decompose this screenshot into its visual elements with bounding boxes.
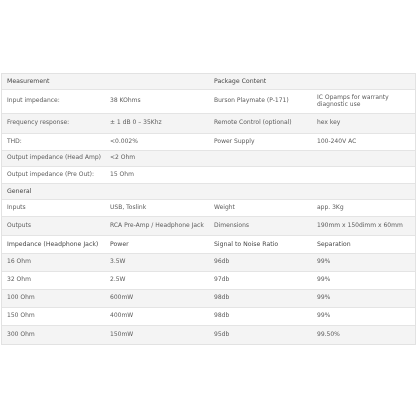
general-heading: General [7, 187, 32, 195]
spec-value: ± 1 dB 0 – 35Khz [110, 119, 162, 127]
spec-value: 38 KOhms [110, 97, 141, 105]
impedance-cell: 300 Ohm [7, 330, 35, 338]
table-row [2, 134, 415, 151]
spec-value: RCA Pre-Amp / Headphone Jack [110, 221, 204, 229]
spec-value: app. 3Kg [317, 203, 344, 211]
table-row [2, 326, 415, 344]
spec-label: Inputs [7, 203, 26, 211]
separation-cell: 99% [317, 294, 331, 302]
general-header-row [2, 184, 415, 200]
package-item: Remote Control (optional) [214, 119, 292, 127]
power-heading: Power [110, 240, 129, 248]
impedance-cell: 32 Ohm [7, 276, 31, 284]
measurement-header-row [2, 74, 415, 90]
package-item: IC Opamps for warranty diagnostic use [317, 93, 389, 108]
package-item: 100-240V AC [317, 137, 357, 145]
snr-cell: 95db [214, 330, 230, 338]
spec-label: Weight [214, 203, 235, 211]
impedance-cell: 16 Ohm [7, 258, 31, 266]
spec-table [1, 73, 416, 345]
power-header-row [2, 236, 415, 254]
power-cell: 400mW [110, 312, 134, 320]
power-cell: 2.5W [110, 276, 126, 284]
spec-label: Dimensions [214, 221, 250, 229]
snr-cell: 97db [214, 276, 230, 284]
spec-value: <0.002% [110, 137, 138, 145]
spec-label: Output impedance (Pre Out): [7, 170, 94, 178]
separation-cell: 99% [317, 312, 331, 320]
table-row [2, 151, 415, 167]
table-row [2, 167, 415, 184]
table-row [2, 90, 415, 114]
impedance-heading: Impedance (Headphone Jack) [7, 240, 99, 248]
table-row [2, 308, 415, 326]
table-row [2, 290, 415, 308]
package-item: hex key [317, 119, 341, 127]
table-row [2, 200, 415, 217]
spec-value: 190mm x 150dimm x 60mm [317, 221, 403, 229]
snr-cell: 96db [214, 258, 230, 266]
spec-value: <2 Ohm [110, 154, 136, 162]
spec-label: THD: [7, 137, 22, 145]
snr-cell: 98db [214, 294, 230, 302]
separation-cell: 99% [317, 258, 331, 266]
spec-value: 15 Ohm [110, 170, 134, 178]
table-row [2, 217, 415, 236]
impedance-cell: 150 Ohm [7, 312, 35, 320]
package-content-heading: Package Content [214, 77, 267, 85]
separation-cell: 99.50% [317, 330, 340, 338]
snr-cell: 98db [214, 312, 230, 320]
power-cell: 3.5W [110, 258, 126, 266]
power-cell: 150mW [110, 330, 134, 338]
spec-label: Outputs [7, 221, 31, 229]
spec-value: USB, Toslink [110, 203, 147, 211]
package-item: Burson Playmate (P-171) [214, 97, 289, 105]
spec-label: Frequency response: [7, 119, 70, 127]
power-cell: 600mW [110, 294, 134, 302]
snr-heading: Signal to Noise Ratio [214, 240, 279, 248]
spec-label: Output impedance (Head Amp) [7, 154, 101, 162]
table-row [2, 114, 415, 134]
separation-heading: Separation [317, 240, 351, 248]
separation-cell: 99% [317, 276, 331, 284]
package-item: Power Supply [214, 137, 255, 145]
spec-label: Input impedance: [7, 97, 60, 105]
table-row [2, 272, 415, 290]
table-row [2, 254, 415, 272]
impedance-cell: 100 Ohm [7, 294, 35, 302]
measurement-heading: Measurement [7, 77, 50, 85]
